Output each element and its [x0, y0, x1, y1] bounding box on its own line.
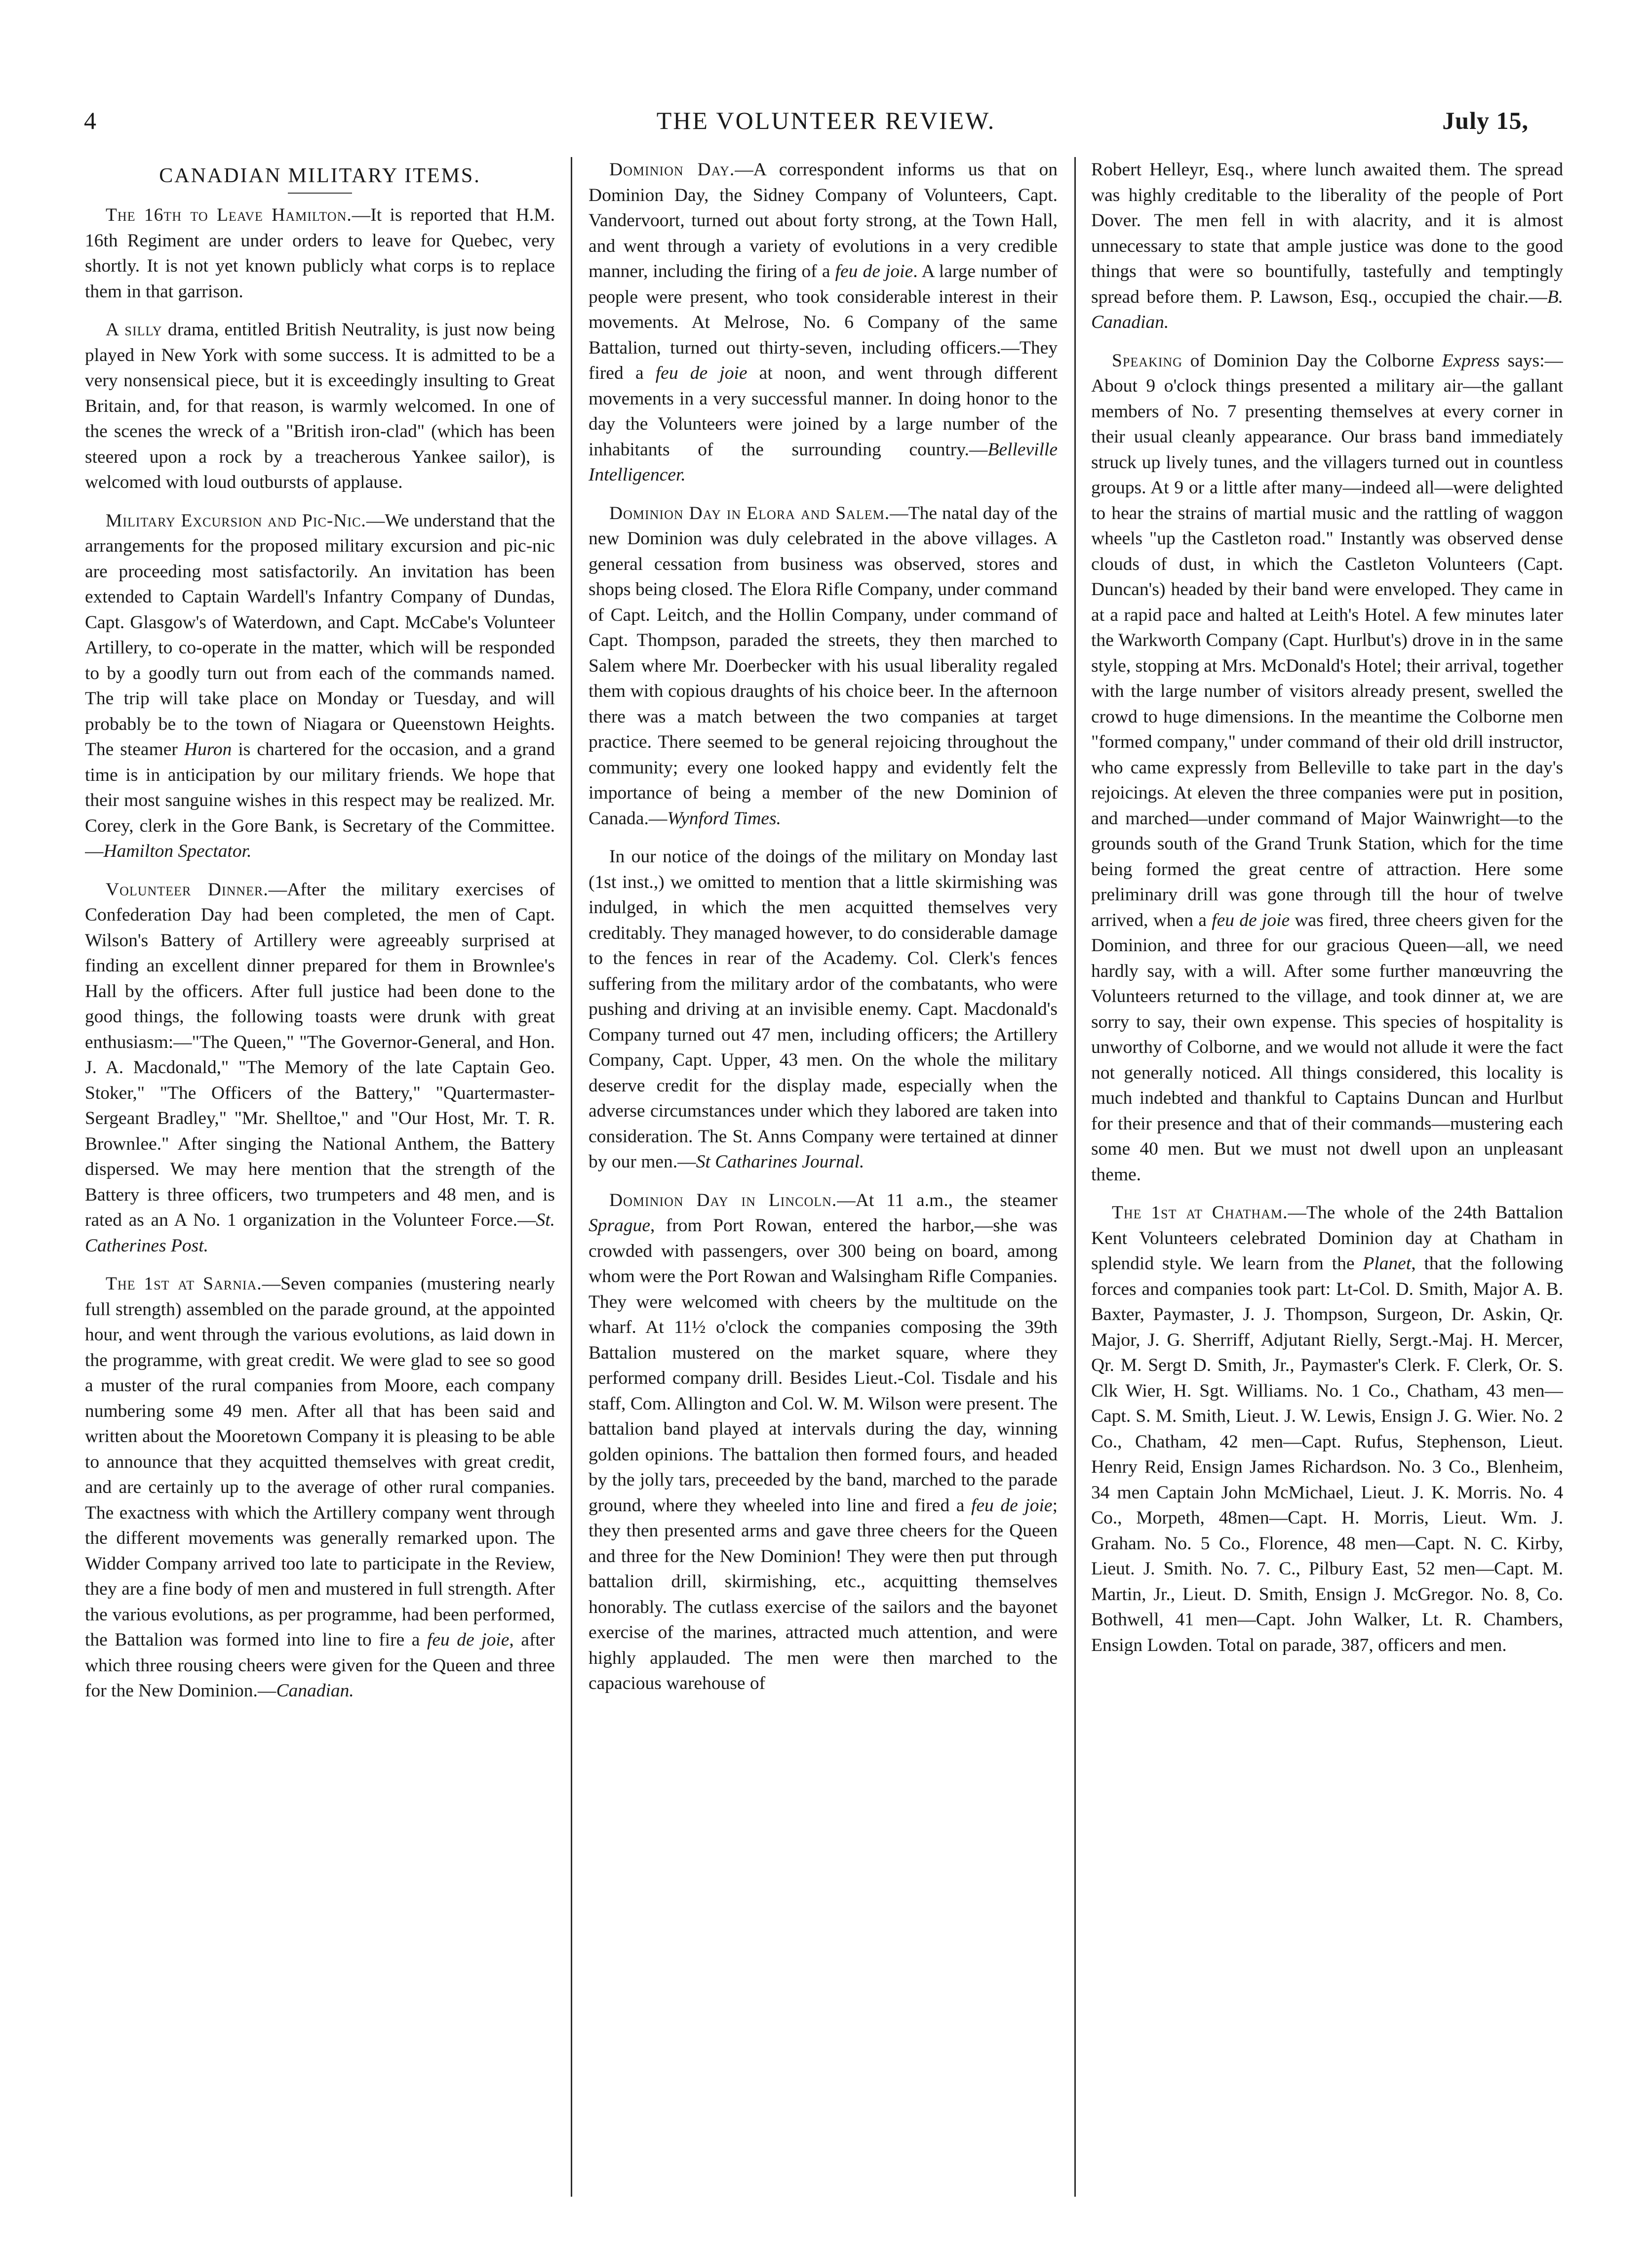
article-text: , that the following forces and companies took part: Lt-Col. D. Smith, Major A. B. Baxter, Paymaster, J. J. Thompson, Surgeon, Dr. Askin, Qr. Major, J. G. Sherriff, Adjutant Rielly, Sergt.-Maj. H. Mercer, Qr. M. Sergt D. Smith, Jr., Paymaster's Clerk. F. Clerk, Or. S. Clk Wier, H. Sgt. Williams. No. 1 Co., Chatham, 43 men—Capt. S. M. Smith, Lieut. J. W. Lewis, Ensign J. G. Wier. No. 2 Co., Chatham, 42 men—Capt. Rufus, Stephenson, Lieut. Henry Reid, Ensign James Richardson. No. 3 Co., Blenheim, 34 men Captain John McMichael, Lieut. J. K. Morris. No. 4 Co., Morpeth, 48men—Capt. H. Morris, Lieut. Wm. J. Graham. No. 5 Co., Florence, 48 men—Capt. N. C. Kirby, Lieut. J. Smith. No. 7. C., Pilbury East, 52 men—Capt. M. Martin, Jr., Lieut. D. Smith, Ensign J. McGregor. No. 8, Co. Bothwell, 41 men—Capt. John Walker, Lt. R. Chambers, Ensign Lowden. Total on parade, 387, officers and men. [1091, 1253, 1563, 1655]
article-colborne-express [1091, 348, 1563, 1188]
article-british-neutrality [85, 317, 555, 495]
column-rule-left [571, 157, 572, 2197]
article-lead: Speaking [1112, 350, 1182, 371]
title-rule [288, 193, 352, 194]
article-source: Canadian. [276, 1681, 354, 1701]
article-text: drama, entitled British Neutrality, is just now being played in New York with some success. It is admitted to be a very nonsensical piece, but it is exceedingly insulting to Great Britain, and, for that reason, is warmly welcomed. In one of the scenes the wreck of a "British iron-clad" (which has been steered upon a rock by a treacherous Yankee sailor), is welcomed with loud outbursts of applause. [85, 320, 555, 492]
page-title: THE VOLUNTEER REVIEW. [656, 107, 996, 134]
article-text: , after which three rousing cheers were given for the Queen and three for the New Dominion.— [85, 1630, 555, 1701]
article-source: Hamilton Spectator. [103, 841, 252, 861]
article-lead: Volunteer Dinner. [106, 879, 269, 900]
article-lincoln-continued [1091, 157, 1563, 335]
article-skirmishing-notice [589, 844, 1058, 1175]
article-lead: The 1st at Chatham. [1112, 1203, 1288, 1223]
issue-date: July 15, [1442, 107, 1529, 134]
article-lead: The 16th to Leave Hamilton. [106, 205, 352, 225]
article-elora-and-salem [589, 501, 1058, 832]
foreign-phrase: feu de joie [655, 363, 747, 383]
article-lead: Military Excursion and Pic-Nic. [106, 510, 366, 531]
newspaper-name: Planet [1363, 1253, 1412, 1274]
article-text: —After the military exercises of Confederation Day had been completed, the men of Capt. Wilson's Battery of Artillery were agreeably surprised at finding an excellent dinner prepared for them in Brownlee's Hall by the officers. After full justice had been done to the good things, the following toasts were drunk with great enthusiasm:—"The Queen," "The Governor-General, and Hon. J. A. Macdonald," "The Memory of the late Captain Geo. Stoker," "The Officers of the Battery," "Quartermaster-Sergeant Bradley," "Mr. Shelltoe," and "Our Host, Mr. T. R. Brownlee." After singing the National Anthem, the Battery dispersed. We may here mention that the strength of the Battery is three officers, two trumpeters and 48 men, and is rated as an A No. 1 organization in the Volunteer Force.— [85, 879, 555, 1230]
article-text: was fired, three cheers given for the Dominion, and three for our gracious Queen—all, we need hardly say, with a will. After some further manœuvring the Volunteers returned to the village, and took dinner at, we are sorry to say, their own expense. This species of hospitality is unworthy of Colborne, and we would not allude it were the fact not generally noticed. All things considered, this locality is much indebted and thankful to Captains Duncan and Hurlbut for their presence and that of their commands—mustering each some 40 men. But we must not dwell upon an unpleasant theme. [1091, 910, 1563, 1185]
column-rule-right [1074, 157, 1076, 2197]
article-text: —Seven companies (mustering nearly full strength) assembled on the parade ground, at the appointed hour, and went through the various evolutions, as laid down in the programme, with great credit. We were glad to see so good a muster of the rural companies from Moore, each company numbering some 49 men. After all that has been said and written about the Mooretown Company it is pleasing to be able to announce that they acquitted themselves with great credit, and are certainly up to the average of other rural companies. The exactness with which the Artillery company went through the different movements was generally remarked upon. The Widder Company arrived too late to participate in the Review, they are a fine body of men and mustered in full strength. After the various evolutions, as per programme, had been performed, the Battalion was formed into line to fire a [85, 1274, 555, 1650]
article-text: . A large number of people were present, who took considerable interest in their movements. At Melrose, No. 6 Company of the same Battalion, turned out thirty-seven, including officers.—They fired a [589, 261, 1058, 383]
article-volunteer-dinner [85, 877, 555, 1259]
article-text: —The natal day of the new Dominion was duly celebrated in the above villages. A general cessation from business was observed, stores and shops being closed. The Elora Rifle Company, under command of Capt. Leitch, and the Hollin Company, under command of Capt. Thompson, paraded the streets, they then marched to Salem where Mr. Doerbecker with his usual liberality regaled them with copious draughts of his choice beer. In the afternoon there was a match between the two companies at target practice. There seemed to be general rejoicing throughout the community; every one looked happy and evidently felt the importance of being a member of the new Dominion of Canada.— [589, 503, 1058, 829]
article-16th-leave-hamilton [85, 202, 555, 304]
article-lead: The 1st at Sarnia. [106, 1274, 262, 1294]
article-source: Belleville Intelligencer. [589, 439, 1058, 485]
foreign-phrase: feu de joie [427, 1630, 510, 1650]
article-lead: A silly [106, 320, 162, 340]
article-text: says:—About 9 o'clock things presented a military air—the gallant members of No. 7 presenting themselves at every corner in their usual cleanly appearance. Our brass band immediately struck up lively tunes, and the villagers turned out in countless groups. At 9 or a little after many—indeed all—were delighted to hear the strains of martial music and the rattling of waggon wheels "up the Castleton road." Instantly was observed dense clouds of dust, in which the Castleton Volunteers (Capt. Duncan's) headed by their band were enveloped. They came in at a rapid pace and halted at Leith's Hotel. A few minutes later the Warkworth Company (Capt. Hurlbut's) drove in in the same style, stopping at Mrs. McDonald's Hotel; their arrival, together with the large number of visitors already present, swelled the crowd to huge dimensions. In the meantime the Colborne men "formed company," under command of their old drill instructor, who came expressly from Belleville to take part in the day's rejoicings. At eleven the three companies were put in position, and marched—under command of Major Wainwright—to the grounds south of the Grand Trunk Station, which for the time being formed the great centre of attraction. Here some preliminary drill was gone through till the hour of twelve arrived, when a [1091, 350, 1563, 930]
article-source: Wynford Times. [667, 808, 781, 829]
article-text: —We understand that the arrangements for the proposed military excursion and pic-nic are proceeding most satisfactorily. An invitation has been extended to Captain Wardell's Infantry Company of Dundas, Capt. Glasgow's of Waterdown, and Capt. McCabe's Volunteer Artillery, to co-operate in the matter, which will be responded to by a goodly turn out from each of the commands named. The trip will take place on Monday or Tuesday, and will probably be to the town of Niagara or Queenstown Heights. The steamer [85, 510, 555, 760]
foreign-phrase: feu de joie [971, 1495, 1053, 1516]
article-text: , from Port Rowan, entered the harbor,—she was crowded with passengers, over 300 being on board, among whom were the Port Rowan and Walsingham Rifle Companies. They were welcomed with cheers by the multitude on the wharf. At 11½ o'clock the companies composing the 39th Battalion mustered on the market square, where they performed company drill. Besides Lieut.-Col. Tisdale and his staff, Com. Allington and Col. W. M. Wilson were present. The battalion band played at intervals during the day, winning golden opinions. The battalion then formed fours, and headed by the jolly tars, preceeded by the band, marched to the parade ground, where they wheeled into line and fired a [589, 1215, 1058, 1516]
foreign-phrase: feu de joie [1212, 910, 1290, 930]
newspaper-name: Express [1442, 350, 1500, 371]
article-text: —It is reported that H.M. 16th Regiment are under orders to leave for Quebec, very shortly. It is not yet known publicly what corps is to replace them in that garrison. [85, 205, 555, 302]
article-text: —The whole of the 24th Battalion Kent Volunteers celebrated Dominion day at Chatham in splendid style. We learn from the [1091, 1203, 1563, 1274]
article-1st-at-chatham [1091, 1200, 1563, 1658]
section-title: CANADIAN MILITARY ITEMS. [159, 164, 481, 187]
article-text: Robert Helleyr, Esq., where lunch awaited them. The spread was highly creditable to the liberality of the people of Port Dover. The men fell in with alacrity, and it is almost unnecessary to state that ample justice was done to the good things that were so bountifully, tastefully and temptingly spread before them. P. Lawson, Esq., occupied the chair.— [1091, 160, 1563, 307]
article-dominion-day-lincoln [589, 1188, 1058, 1696]
ship-name: Huron [184, 739, 232, 760]
article-source: B. Canadian. [1091, 286, 1563, 332]
article-dominion-day-sidney [589, 157, 1058, 488]
column-1 [85, 157, 555, 2216]
column-2 [589, 157, 1058, 2216]
column-3 [1091, 157, 1563, 2216]
article-lead: Dominion Day in Lincoln. [609, 1190, 837, 1210]
article-1st-at-sarnia [85, 1271, 555, 1704]
article-source: St Catharines Journal. [696, 1152, 865, 1172]
page-number: 4 [84, 107, 98, 134]
article-text: of Dominion Day the Colborne [1182, 350, 1442, 371]
ship-name: Sprague [589, 1215, 650, 1236]
page-header [0, 106, 1652, 146]
article-lead: Dominion Day in Elora and Salem. [609, 503, 890, 523]
article-lead: Dominion Day. [609, 160, 735, 180]
article-text: ; they then presented arms and gave three cheers for the Queen and three for the New Dominion! They were then put through battalion drill, skirmishing, etc., acquitting themselves honorably. The cutlass exercise of the sailors and the bayonet exercise of the marines, attracted much attention, and were highly applauded. The men were then marched to the capacious warehouse of [589, 1495, 1058, 1693]
foreign-phrase: feu de joie [835, 261, 913, 282]
article-source: St. Catherines Post. [85, 1210, 555, 1256]
article-military-excursion [85, 508, 555, 864]
article-text: —A correspondent informs us that on Dominion Day, the Sidney Company of Volunteers, Capt. Vandervoort, turned out about forty strong, at the Town Hall, and went through a variety of evolutions in a very credible manner, including the firing of a [589, 160, 1058, 282]
article-text: at noon, and went through different movements in a very successful manner. In doing honor to the day the Volunteers were joined by a large number of the inhabitants of the surrounding country.— [589, 363, 1058, 460]
article-text: is chartered for the occasion, and a grand time is in anticipation by our military friends. We hope that their most sanguine wishes in this respect may be realized. Mr. Corey, clerk in the Gore Bank, is Secretary of the Committee.— [85, 739, 555, 861]
article-text: —At 11 a.m., the steamer [837, 1190, 1058, 1210]
article-text: In our notice of the doings of the military on Monday last (1st inst.,) we omitted to mention that a little skirmishing was indulged, in which the men acquitted themselves very creditably. They managed however, to do considerable damage to the fences in rear of the Academy. Col. Clerk's fences suffering from the military ardor of the combatants, who were pushing and driving at an invisible enemy. Capt. Macdonald's Company turned out 47 men, including officers; the Artillery Company, Capt. Upper, 43 men. On the whole the military deserve credit for the display made, especially when the adverse circumstances under which they labored are taken into consideration. The St. Anns Company were tertained at dinner by our men.— [589, 846, 1058, 1172]
